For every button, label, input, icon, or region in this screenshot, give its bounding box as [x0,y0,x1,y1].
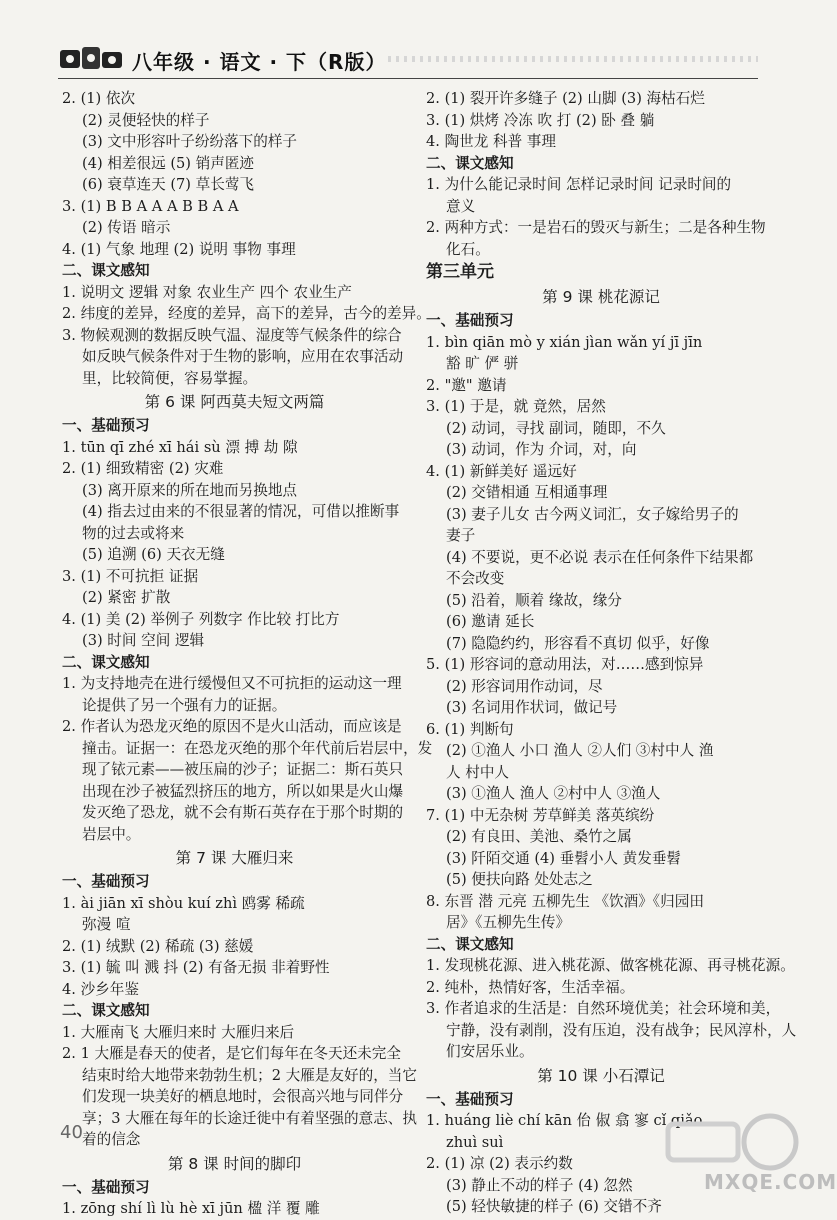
answer-line-continued: 不会改变 [446,570,505,587]
answer-line: 4. (1) 气象 地理 (2) 说明 事物 事理 [62,240,296,258]
answer-line-continued: (6) 邀请 延长 [446,613,535,630]
answer-line: 7. (1) 中无杂树 芳草鲜美 落英缤纷 [426,806,655,824]
answer-line-continued: 岩层中。 [82,825,141,843]
answer-line-continued: (4) 相差很远 (5) 销声匿迹 [82,154,255,172]
answer-line-continued: (3) 文中形容叶子纷纷落下的样子 [82,133,298,150]
answer-line: 2. (1) 凉 (2) 表示约数 [426,1155,573,1172]
answer-line: 4. (1) 新鲜美好 遥远好 [426,462,577,480]
answer-line: 3. (1) B B A A A B B A A [62,197,239,215]
answer-line: 8. 东晋 潜 元亮 五柳先生 《饮酒》《归园田 [426,892,704,910]
answer-line-continued: 意义 [446,197,476,215]
answer-line-continued: (3) 静止不动的样子 (4) 忽然 [446,1176,633,1194]
answer-line: 4. 沙乡年鉴 [62,980,139,998]
answer-line-continued: 里，比较简便，容易掌握。 [82,369,258,387]
answer-line-continued: 化石。 [446,240,490,258]
answer-line-continued: 撞击。证据一：在恐龙灭绝的那个年代前后岩层中，发 [82,739,433,757]
answer-line: 2. 两种方式：一是岩石的毁灭与新生；二是各种生物 [426,219,766,236]
answer-line: 2. (1) 绒默 (2) 稀疏 (3) 慈媛 [62,937,254,955]
answer-line: 1. 为什么能记录时间 怎样记录时间 记录时间的 [426,176,732,193]
header-decorative-strip [388,56,758,62]
answer-line: 3. (1) 毓 叫 溅 抖 (2) 有备无损 非着野性 [62,959,330,976]
page-number: 40 [60,1122,83,1143]
answer-line: 2. 1 大雁是春天的使者，是它们每年在冬天还未完全 [62,1045,401,1062]
section-heading: 一、基础预习 [62,417,150,434]
answer-line: 4. (1) 美 (2) 举例子 列数字 作比较 打比方 [62,610,340,628]
answer-line-continued: zhuì suì [446,1133,504,1151]
section-heading: 二、课文感知 [62,1002,150,1019]
left-column [62,88,433,1220]
answer-line-continued: (4) 不要说，更不必说 表示在任何条件下结果都 [446,548,754,566]
answer-line-continued: 出现在沙子被猛烈挤压的地方，所以如果是火山爆 [82,782,404,800]
answer-line: 2. 纯朴，热情好客，生活幸福。 [426,978,635,996]
answer-line: 2. (1) 依次 [62,90,136,107]
answer-line: 5. (1) 形容词的意动用法，对……感到惊异 [426,656,704,673]
answer-line: 2. 作者认为恐龙灭绝的原因不是火山活动，而应该是 [62,718,402,735]
answer-line-continued: (2) 有良田、美池、桑竹之属 [446,828,632,845]
answer-line-continued: 着的信念 [82,1131,141,1148]
answer-line-continued: 如反映气候条件对于生物的影响，应用在农事活动 [82,348,404,365]
answer-line: 1. 说明文 逻辑 对象 农业生产 四个 农业生产 [62,283,352,301]
lesson-title: 第 6 课 阿西莫夫短文两篇 [144,393,325,411]
unit-title: 第三单元 [426,262,494,282]
answer-line-continued: (3) 名词用作状词，做记号 [446,699,618,716]
answer-line: 1. bìn qiān mò y xián jìan wǎn yí jī jīn [426,333,703,351]
answer-line-continued: (5) 沿着，顺着 缘故，缘分 [446,591,622,609]
answer-line-continued: (2) 传语 暗示 [82,219,171,236]
answer-line-continued: (3) 阡陌交通 (4) 垂髫小人 黄发垂髫 [446,849,682,867]
answer-line-continued: 居》《五柳先生传》 [446,914,571,931]
answer-line-continued: (3) 动词，作为 介词，对，向 [446,441,637,458]
answer-line-continued: (3) 离开原来的所在地而另换地点 [82,481,298,499]
section-heading: 一、基础预习 [426,312,514,329]
answer-line-continued: (2) ①渔人 小口 渔人 ②人们 ③村中人 渔 [446,742,714,759]
answer-line: 3. (1) 不可抗拒 证据 [62,567,199,585]
answer-line: 6. (1) 判断句 [426,720,514,738]
header-title: 八年级 · 语文 · 下（R版） [132,50,387,74]
answer-line-continued: (6) 衰草连天 (7) 草长莺飞 [82,176,255,193]
answer-line-continued: 妻子 [446,527,476,544]
answer-line-continued: (2) 紧密 扩散 [82,589,171,606]
section-heading: 一、基础预习 [62,873,150,890]
answer-line-continued: (3) 妻子儿女 古今两义词汇，女子嫁给男子的 [446,505,739,523]
answer-line-continued: 人 村中人 [446,763,510,781]
lesson-title: 第 7 课 大雁归来 [175,849,294,867]
watermark-text: MXQE.COM [704,1170,837,1194]
section-heading: 二、课文感知 [62,653,150,671]
answer-line-continued: (3) ①渔人 渔人 ②村中人 ③渔人 [446,785,661,802]
answer-line-continued: (5) 轻快敏捷的样子 (6) 交错不齐 [446,1198,662,1215]
answer-line-continued: (2) 动词，寻找 副词，随即，不久 [446,419,666,437]
answer-line-continued: (4) 指去过由来的不很显著的情况，可借以推断事 [82,503,400,520]
book-series-logo-icon [58,44,124,72]
section-heading: 一、基础预习 [62,1178,150,1196]
answer-line: 1. 为支持地壳在进行缓慢但又不可抗拒的运动这一理 [62,675,402,692]
lesson-title: 第 10 课 小石潭记 [537,1066,665,1085]
answer-line-continued: 发灭绝了恐龙，就不会有斯石英存在于那个时期的 [82,804,404,821]
answer-line-continued: (7) 隐隐约约，形容看不真切 似乎，好像 [446,634,710,652]
lesson-title: 第 9 课 桃花源记 [542,288,660,306]
section-heading: 一、基础预习 [426,1090,514,1108]
answer-line: 1. ài jiān xī shòu kuí zhì 鸥雾 稀疏 [62,894,305,912]
answer-line-continued: 结束时给大地带来勃勃生机；2 大雁是友好的，当它 [82,1066,417,1084]
answer-line-continued: 宁静，没有剥削，没有压迫，没有战争；民风淳朴，人 [446,1021,797,1039]
section-heading: 二、课文感知 [62,262,150,279]
answer-line-continued: 论提供了另一个强有力的证据。 [82,696,287,714]
answer-line-continued: 们发现一块美好的栖息地时，会很高兴地与同伴分 [82,1088,404,1105]
page-header [58,42,758,79]
answer-line: 1. 发现桃花源、进入桃花源、做客桃花源、再寻桃花源。 [426,957,795,974]
section-heading: 二、课文感知 [426,935,514,953]
answer-line-continued: 享；3 大雁在每年的长途迁徙中有着坚强的意志、执 [82,1109,417,1127]
answer-line-continued: (3) 时间 空间 逻辑 [82,632,205,649]
answer-line: 2. 纬度的差异，经度的差异，高下的差异，古今的差异。 [62,305,431,322]
answer-line-continued: 现了铱元素——被压扁的沙子；证据二：斯石英只 [82,761,404,778]
answer-line: 1. tūn qī zhé xī hái sù 漂 搏 劫 隙 [62,438,298,456]
answer-line: 3. 作者追求的生活是：自然环境优美；社会环境和美， [426,1000,781,1017]
answer-line-continued: 们安居乐业。 [446,1043,534,1060]
answer-line-continued: (2) 交错相通 互相通事理 [446,484,608,501]
answer-line: 3. (1) 于是，就 竟然，居然 [426,398,606,415]
answer-line-continued: 物的过去或将来 [82,524,185,542]
answer-line: 1. 大雁南飞 大雁归来时 大雁归来后 [62,1023,295,1041]
answer-line: 1. huáng liè chí kān 佁 俶 翕 寥 cǐ qiǎo [426,1112,703,1129]
answer-line: 4. 陶世龙 科普 事理 [426,133,556,150]
answer-line: 2. "邀" 邀请 [426,376,507,394]
answer-line-continued: (2) 形容词用作动词，尽 [446,677,603,695]
answer-line-continued: (5) 便扶向路 处处志之 [446,871,593,888]
section-heading: 二、课文感知 [426,154,514,172]
answer-line-continued: (5) 追溯 (6) 天衣无缝 [82,546,225,563]
answer-line: 2. (1) 裂开许多缝子 (2) 山脚 (3) 海枯石烂 [426,90,705,107]
answer-line: 3. (1) 烘烤 冷冻 吹 打 (2) 卧 叠 躺 [426,111,655,129]
right-column [426,88,797,1218]
lesson-title: 第 8 课 时间的脚印 [167,1154,302,1173]
answer-line-continued: (2) 灵便轻快的样子 [82,111,210,129]
answer-line-continued: 弥漫 喧 [82,916,131,933]
answer-line-continued: 豁 旷 俨 骈 [446,355,519,372]
answer-line: 3. 物候观测的数据反映气温、湿度等气候条件的综合 [62,326,402,344]
answer-line: 2. (1) 细致精密 (2) 灾难 [62,460,224,477]
answer-line: 1. zōng shí lì lù hè xī jūn 楹 洋 覆 雕 [62,1200,320,1217]
